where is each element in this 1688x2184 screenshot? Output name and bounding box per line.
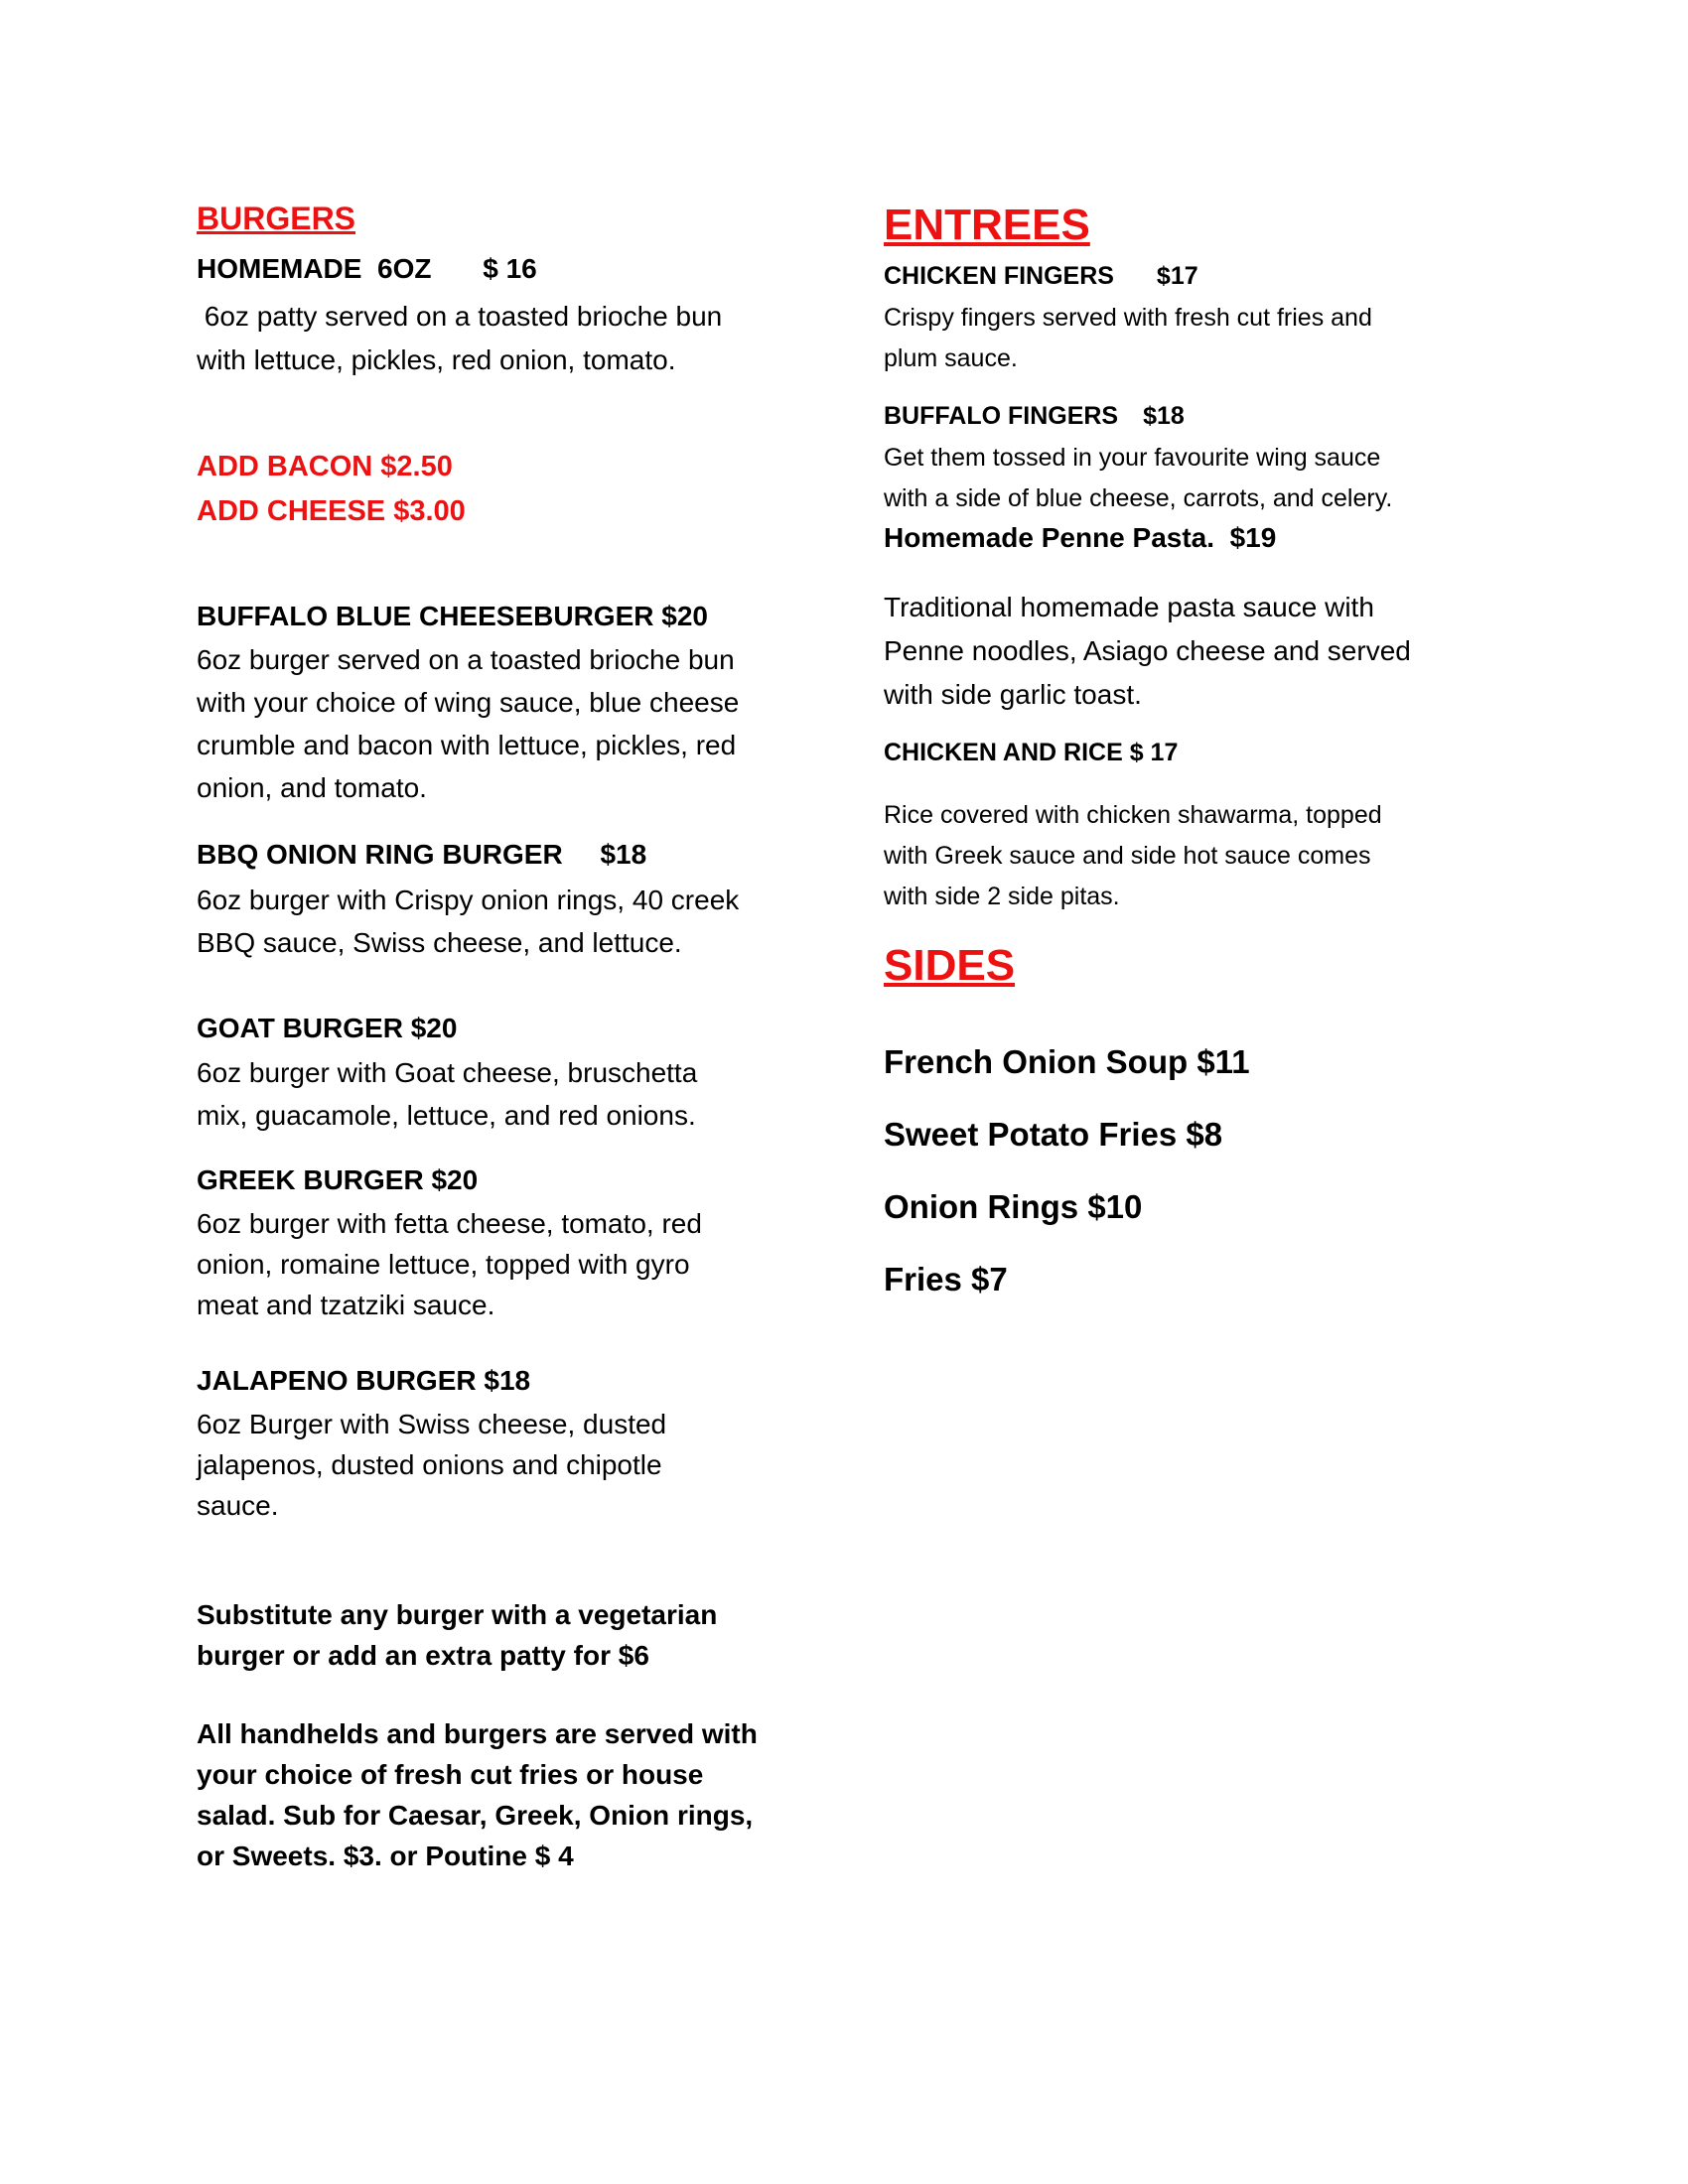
buffalo-fingers-title — [884, 402, 1185, 431]
homemade-burger-desc — [197, 295, 722, 382]
buffalo-fingers-name: BUFFALO FINGERS — [884, 402, 1119, 430]
greek-burger-desc — [197, 1203, 702, 1325]
desc-line: 6oz burger with fetta cheese, tomato, red — [197, 1208, 702, 1239]
entrees-heading: ENTREES — [884, 201, 1090, 249]
desc-line: with side garlic toast. — [884, 679, 1142, 710]
bbq-onion-price: $18 — [600, 839, 647, 870]
bbq-onion-title — [197, 839, 646, 871]
buffalo-blue-desc — [197, 638, 739, 809]
jalapeno-burger-desc — [197, 1404, 666, 1526]
bbq-onion-name: BBQ ONION RING BURGER — [197, 839, 563, 870]
side-item-fries: Fries $7 — [884, 1261, 1008, 1297]
desc-line: with your choice of wing sauce, blue cheese — [197, 687, 740, 718]
sides-list — [884, 1025, 1250, 1315]
note-line: salad. Sub for Caesar, Greek, Onion rings, — [197, 1800, 754, 1831]
desc-line: plum sauce. — [884, 344, 1018, 372]
desc-line: with side 2 side pitas. — [884, 883, 1120, 910]
homemade-burger-price: $ 16 — [483, 253, 537, 284]
handhelds-note — [197, 1713, 758, 1876]
note-line: All handhelds and burgers are served with — [197, 1718, 758, 1749]
chicken-fingers-price: $17 — [1156, 262, 1198, 290]
note-line: burger or add an extra patty for $6 — [197, 1640, 649, 1671]
buffalo-blue-title: BUFFALO BLUE CHEESEBURGER $20 — [197, 601, 708, 631]
homemade-burger-title — [197, 253, 537, 285]
desc-line: Traditional homemade pasta sauce with — [884, 592, 1374, 622]
desc-line: mix, guacamole, lettuce, and red onions. — [197, 1100, 696, 1131]
penne-pasta-desc — [884, 586, 1411, 717]
goat-burger-desc — [197, 1051, 697, 1137]
chicken-rice-desc — [884, 795, 1382, 917]
jalapeno-burger-title: JALAPENO BURGER $18 — [197, 1365, 531, 1396]
note-line: or Sweets. $3. or Poutine $ 4 — [197, 1841, 574, 1871]
substitute-note — [197, 1594, 717, 1676]
homemade-burger-name: HOMEMADE 6OZ — [197, 253, 432, 284]
add-bacon: ADD BACON $2.50 — [197, 451, 453, 482]
greek-burger-title: GREEK BURGER $20 — [197, 1164, 479, 1195]
desc-line: jalapenos, dusted onions and chipotle — [197, 1449, 662, 1480]
desc-line: onion, romaine lettuce, topped with gyro — [197, 1249, 690, 1280]
buffalo-fingers-desc — [884, 438, 1392, 519]
goat-burger-title: GOAT BURGER $20 — [197, 1013, 458, 1043]
desc-line: crumble and bacon with lettuce, pickles, red — [197, 730, 737, 760]
chicken-fingers-name: CHICKEN FINGERS — [884, 262, 1114, 290]
side-item-french-onion-soup: French Onion Soup $11 — [884, 1043, 1250, 1080]
bbq-onion-desc — [197, 879, 739, 964]
desc-line: onion, and tomato. — [197, 772, 427, 803]
desc-line: Get them tossed in your favourite wing sauce — [884, 444, 1381, 472]
chicken-fingers-desc — [884, 298, 1372, 379]
side-item-sweet-potato-fries: Sweet Potato Fries $8 — [884, 1116, 1223, 1153]
note-line: Substitute any burger with a vegetarian — [197, 1599, 718, 1630]
desc-line: 6oz patty served on a toasted brioche bun — [197, 301, 723, 332]
desc-line: 6oz burger with Goat cheese, bruschetta — [197, 1057, 698, 1088]
add-cheese: ADD CHEESE $3.00 — [197, 495, 466, 527]
buffalo-fingers-price: $18 — [1143, 402, 1185, 430]
chicken-fingers-title — [884, 262, 1198, 291]
desc-line: BBQ sauce, Swiss cheese, and lettuce. — [197, 927, 682, 958]
burger-addons — [197, 445, 466, 534]
desc-line: meat and tzatziki sauce. — [197, 1290, 495, 1320]
desc-line: Penne noodles, Asiago cheese and served — [884, 635, 1411, 666]
note-line: your choice of fresh cut fries or house — [197, 1759, 704, 1790]
burgers-heading: BURGERS — [197, 201, 356, 236]
desc-line: with lettuce, pickles, red onion, tomato. — [197, 344, 676, 375]
penne-pasta-title: Homemade Penne Pasta. $19 — [884, 522, 1277, 553]
desc-line: Rice covered with chicken shawarma, topped — [884, 801, 1382, 829]
desc-line: 6oz burger with Crispy onion rings, 40 creek — [197, 885, 740, 915]
desc-line: with a side of blue cheese, carrots, and celery. — [884, 484, 1393, 512]
sides-heading: SIDES — [884, 941, 1016, 990]
desc-line: with Greek sauce and side hot sauce comes — [884, 842, 1371, 870]
desc-line: Crispy fingers served with fresh cut fries and — [884, 304, 1372, 332]
desc-line: 6oz burger served on a toasted brioche bun — [197, 644, 735, 675]
side-item-onion-rings: Onion Rings $10 — [884, 1188, 1143, 1225]
chicken-rice-title: CHICKEN AND RICE $ 17 — [884, 739, 1179, 766]
desc-line: sauce. — [197, 1490, 279, 1521]
desc-line: 6oz Burger with Swiss cheese, dusted — [197, 1409, 667, 1439]
